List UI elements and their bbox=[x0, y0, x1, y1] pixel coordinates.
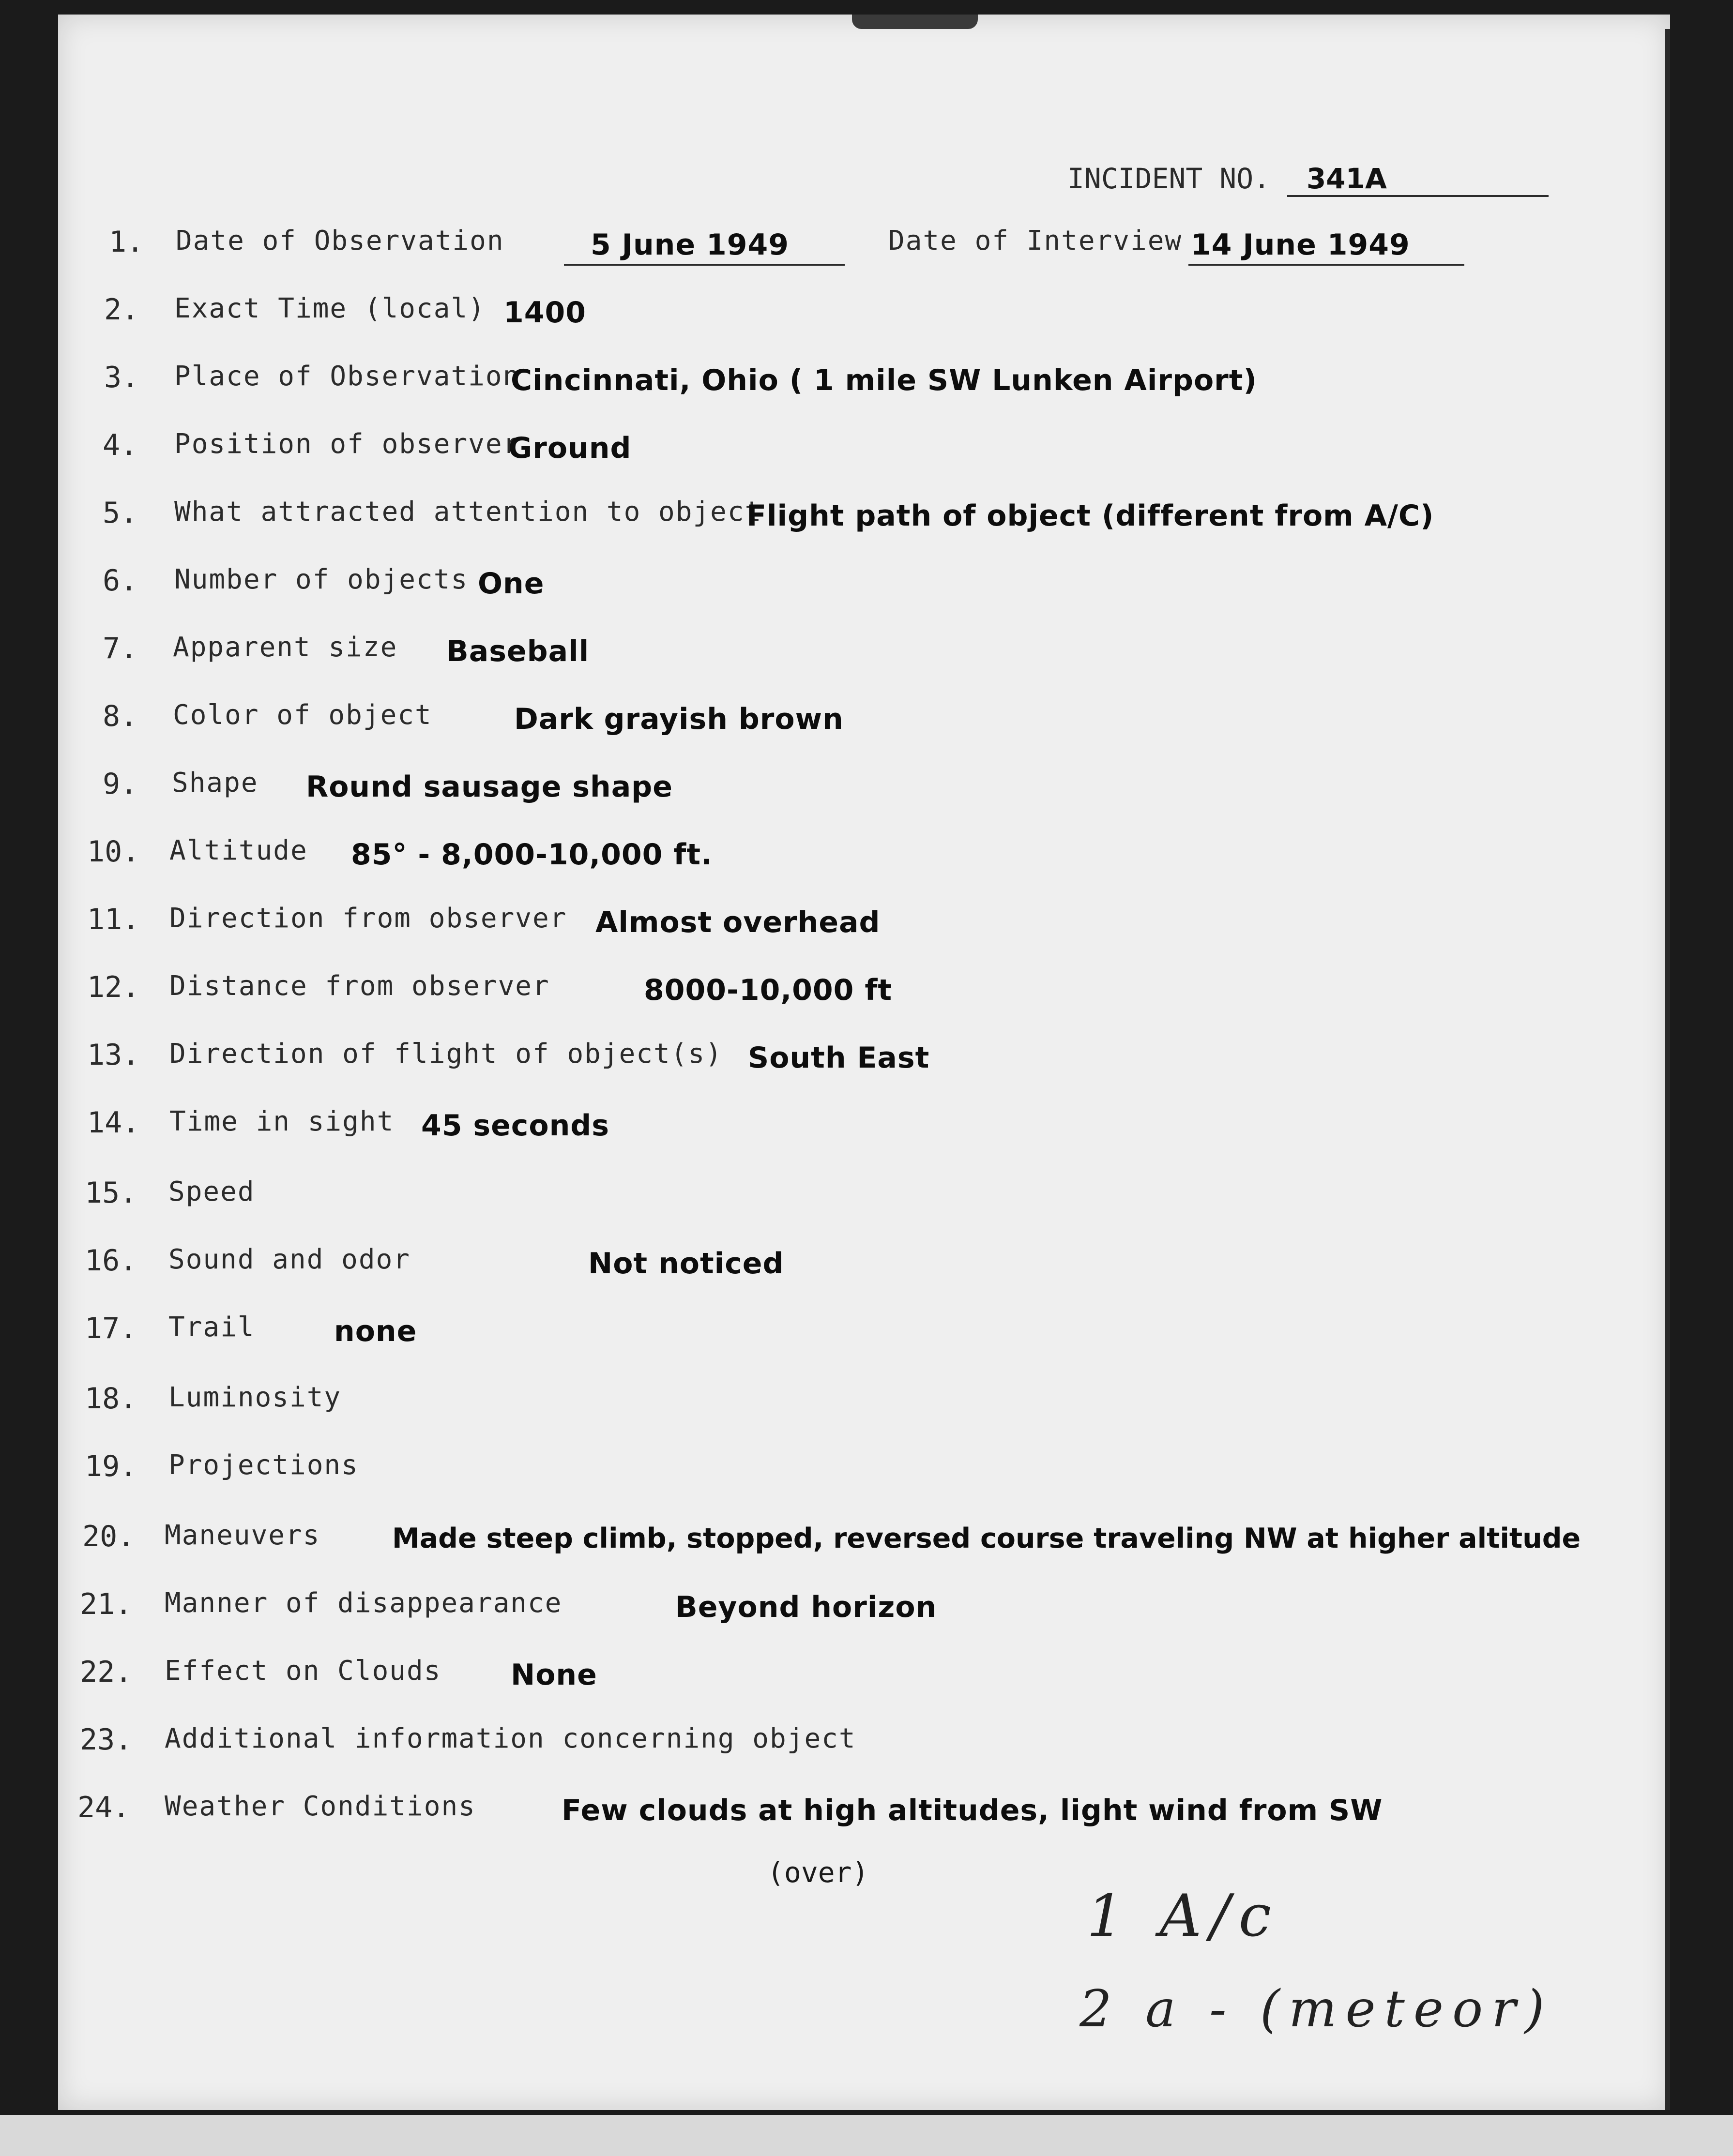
item-row-10 bbox=[87, 835, 1539, 878]
document-page bbox=[58, 15, 1670, 2110]
item-value: none bbox=[334, 1314, 417, 1348]
item-number: 22. bbox=[80, 1655, 133, 1689]
item-label: Maneuvers bbox=[165, 1520, 320, 1551]
item-label-2: Date of Interview bbox=[888, 225, 1183, 256]
item-number: 16. bbox=[85, 1244, 137, 1278]
item-row-14 bbox=[87, 1106, 1539, 1149]
item-number: 12. bbox=[87, 970, 140, 1004]
item-label: What attracted attention to object bbox=[174, 496, 762, 528]
item-label: Trail bbox=[168, 1312, 255, 1343]
handwritten-note-1: 1 A/c bbox=[1087, 1883, 1280, 1950]
item-number: 17. bbox=[85, 1312, 137, 1345]
item-row-8 bbox=[103, 699, 1555, 743]
item-row-20 bbox=[82, 1520, 1656, 1563]
item-row-24 bbox=[77, 1791, 1530, 1834]
item-row-23 bbox=[80, 1723, 1532, 1766]
item-value: Not noticed bbox=[588, 1247, 784, 1281]
item-value-2: 14 June 1949 bbox=[1191, 228, 1410, 262]
item-label: Speed bbox=[168, 1176, 255, 1207]
incident-value: 341A bbox=[1287, 162, 1549, 197]
item-label: Effect on Clouds bbox=[165, 1655, 441, 1687]
item-value: South East bbox=[748, 1041, 930, 1075]
item-number: 15. bbox=[85, 1176, 137, 1210]
item-value: 8000-10,000 ft bbox=[644, 973, 893, 1007]
item-label: Luminosity bbox=[168, 1382, 342, 1413]
item-value: None bbox=[511, 1658, 597, 1692]
item-value: Ground bbox=[508, 431, 632, 465]
underline bbox=[564, 264, 845, 266]
item-value: Beyond horizon bbox=[675, 1590, 937, 1624]
item-number: 8. bbox=[103, 699, 138, 733]
item-label: Position of observer bbox=[174, 428, 520, 460]
item-label: Time in sight bbox=[169, 1106, 395, 1137]
item-value: One bbox=[478, 567, 545, 601]
item-row-21 bbox=[80, 1587, 1532, 1631]
item-row-11 bbox=[87, 903, 1539, 946]
item-row-7 bbox=[103, 632, 1555, 675]
item-number: 7. bbox=[103, 632, 138, 665]
item-number: 10. bbox=[87, 835, 140, 869]
item-row-4 bbox=[103, 428, 1555, 472]
item-row-18 bbox=[85, 1382, 1537, 1425]
incident-number bbox=[1067, 162, 1549, 197]
item-number: 23. bbox=[80, 1723, 133, 1757]
item-value: Dark grayish brown bbox=[514, 702, 844, 736]
item-row-22 bbox=[80, 1655, 1532, 1699]
item-number: 24. bbox=[77, 1791, 130, 1824]
item-number: 11. bbox=[87, 903, 140, 936]
item-number: 19. bbox=[85, 1449, 137, 1483]
handwritten-note-2: 2 a - (meteor) bbox=[1079, 1979, 1553, 2038]
item-row-17 bbox=[85, 1312, 1537, 1355]
item-row-16 bbox=[85, 1244, 1537, 1287]
item-number: 1. bbox=[109, 225, 144, 259]
item-number: 2. bbox=[104, 293, 139, 327]
item-row-19 bbox=[85, 1449, 1537, 1493]
scan-bottom-strip bbox=[0, 2115, 1733, 2156]
item-number: 14. bbox=[87, 1106, 140, 1140]
item-row-12 bbox=[87, 970, 1539, 1014]
item-number: 3. bbox=[104, 361, 139, 394]
item-value: Cincinnati, Ohio ( 1 mile SW Lunken Airport) bbox=[511, 363, 1257, 397]
underline bbox=[1188, 264, 1464, 266]
item-value: Flight path of object (different from A/C) bbox=[746, 499, 1434, 533]
item-value: 1400 bbox=[503, 296, 586, 330]
item-label: Color of object bbox=[173, 699, 432, 731]
item-value: Round sausage shape bbox=[306, 770, 673, 804]
item-number: 5. bbox=[103, 496, 138, 530]
item-value: Baseball bbox=[446, 634, 590, 668]
item-label: Apparent size bbox=[173, 632, 398, 663]
item-row-3 bbox=[104, 361, 1556, 404]
item-label: Additional information concerning object bbox=[165, 1723, 856, 1754]
item-value: 45 seconds bbox=[421, 1109, 609, 1143]
item-label: Direction from observer bbox=[169, 903, 567, 934]
item-number: 6. bbox=[103, 564, 138, 598]
item-label: Number of objects bbox=[174, 564, 469, 595]
item-row-5 bbox=[103, 496, 1603, 540]
item-number: 9. bbox=[103, 767, 138, 801]
item-label: Weather Conditions bbox=[165, 1791, 476, 1822]
item-number: 18. bbox=[85, 1382, 137, 1416]
item-number: 13. bbox=[87, 1038, 140, 1072]
item-value: Few clouds at high altitudes, light wind from SW bbox=[562, 1794, 1383, 1827]
over-note: (over) bbox=[767, 1856, 869, 1889]
incident-label: INCIDENT NO. bbox=[1067, 162, 1271, 195]
item-label: Manner of disappearance bbox=[165, 1587, 562, 1619]
item-label: Shape bbox=[172, 767, 258, 799]
item-number: 20. bbox=[82, 1520, 135, 1553]
item-label: Sound and odor bbox=[168, 1244, 411, 1275]
item-label: Projections bbox=[168, 1449, 359, 1481]
item-label: Date of Observation bbox=[176, 225, 504, 256]
item-number: 21. bbox=[80, 1587, 133, 1621]
item-row-9 bbox=[103, 767, 1555, 811]
item-row-2 bbox=[104, 293, 1556, 336]
item-label: Altitude bbox=[169, 835, 308, 866]
item-number: 4. bbox=[103, 428, 138, 462]
item-label: Exact Time (local) bbox=[174, 293, 486, 324]
item-row-13 bbox=[87, 1038, 1539, 1082]
item-label: Distance from observer bbox=[169, 970, 550, 1002]
item-value: 5 June 1949 bbox=[591, 228, 789, 262]
item-label: Place of Observation bbox=[174, 361, 520, 392]
item-value: Made steep climb, stopped, reversed course traveling NW at higher altitude bbox=[392, 1523, 1581, 1554]
scan-edge bbox=[1665, 29, 1670, 2110]
top-blotch bbox=[852, 15, 978, 29]
item-row-15 bbox=[85, 1176, 1537, 1220]
item-row-6 bbox=[103, 564, 1555, 607]
item-value: 85° - 8,000-10,000 ft. bbox=[351, 838, 713, 872]
item-row-1 bbox=[109, 225, 1561, 269]
item-value: Almost overhead bbox=[595, 905, 881, 939]
item-label: Direction of flight of object(s) bbox=[169, 1038, 723, 1070]
